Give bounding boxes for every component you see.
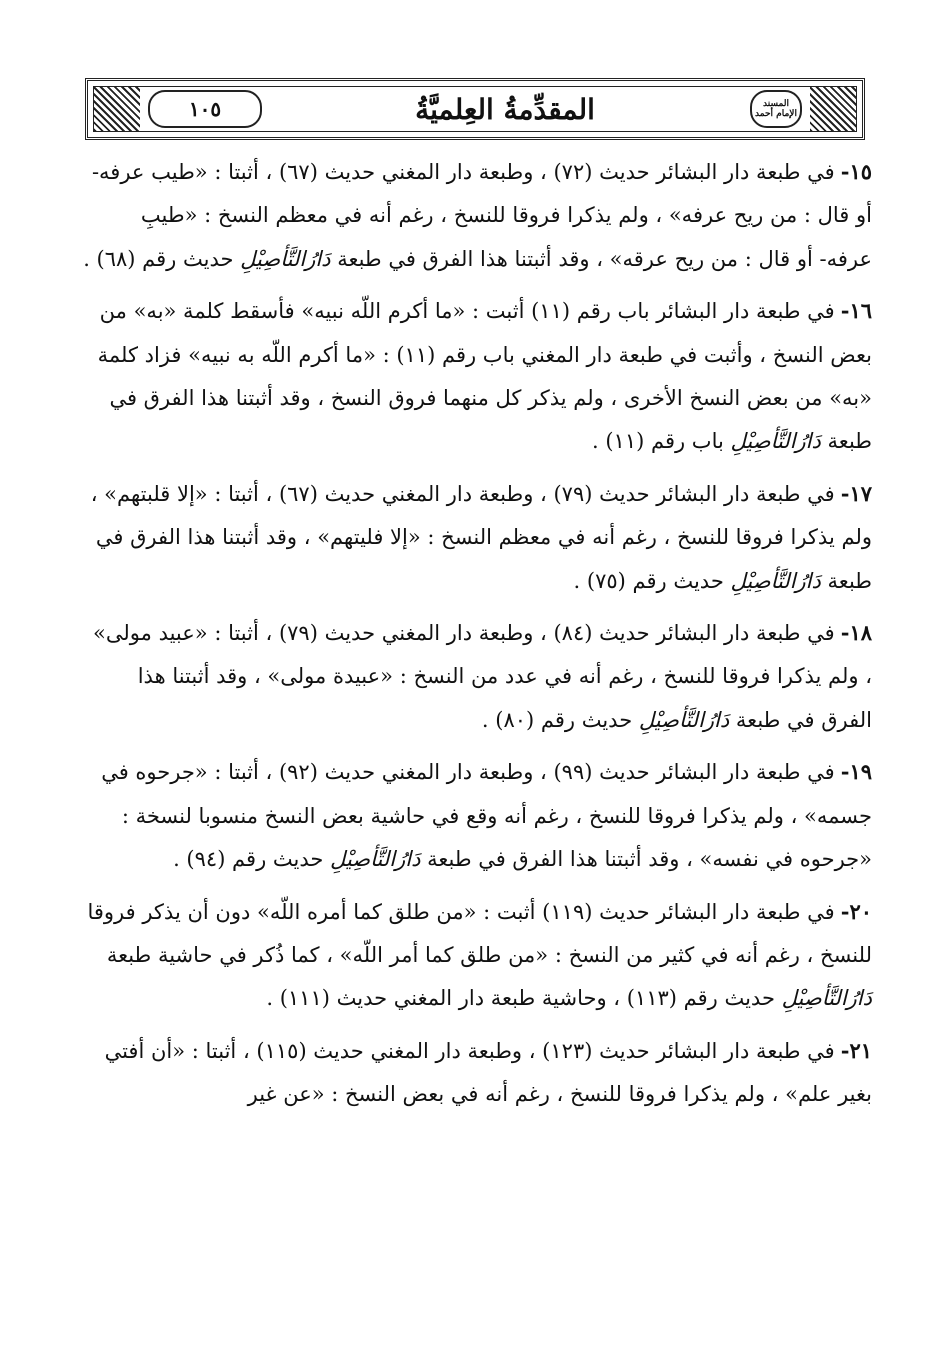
publisher-name: دَارُالتَّأصِيْلِ [330,847,421,872]
page-body [82,150,872,1125]
item-text: في طبعة دار البشائر حديث (٧٢) ، وطبعة دار المغني حديث (٦٧) ، أثبتا : «طيب عرفه- أو قال : من ريح عرفه» ، ولم يذكرا فروقا للنسخ ، رغم أنه في معظم النسخ : «طيبِ عرفه- أو قال : من ريح عرقه» ، وقد أثبتنا هذا الفرق في طبعة [91,160,872,271]
page-header [85,78,865,140]
page-number: ١٠٥ [148,90,262,128]
item-number: ٢٠- [840,898,872,924]
item-text-end: حديث رقم (١١٣) ، وحاشية طبعة دار المغني حديث (١١١) . [266,986,782,1011]
item-text-end: حديث رقم (٩٤) . [173,847,331,872]
list-item [82,289,872,464]
item-text: في طبعة دار البشائر حديث (١٢٣) ، وطبعة دار المغني حديث (١١٥) ، أثبتا : «أن أفتي بغير علم» ، ولم يذكرا فروقا للنسخ ، رغم أنه في بعض النسخ : «عن غير [104,1038,872,1107]
item-text-end: حديث رقم (٨٠) . [481,707,639,732]
item-text: في طبعة دار البشائر حديث (٧٩) ، وطبعة دار المغني حديث (٦٧) ، أثبتا : «إلا قلبتهم» ، ولم يذكرا فروقا للنسخ ، رغم أنه في معظم النسخ : «إلا فليتهم» ، وقد أثبتنا هذا الفرق في طبعة [90,481,872,593]
item-number: ٢١- [840,1037,872,1063]
item-text: في طبعة دار البشائر حديث (٩٩) ، وطبعة دار المغني حديث (٩٢) ، أثبتا : «جرحوه في جسمه» ، ولم يذكرا فروقا للنسخ ، رغم أنه وقع في حاشية بعض النسخ منسوبا لنسخة : «جرحوه في نفسه» ، وقد أثبتنا هذا الفرق في طبعة [101,760,872,872]
page-title: المقدِّمةُ العِلميَّةُ [415,93,595,126]
publisher-name: دَارُالتَّأصِيْلِ [781,986,872,1011]
list-item [82,150,872,281]
list-item [82,611,872,742]
book-emblem-logo: المسند الإمام أحمد [750,90,802,128]
item-number: ١٨- [840,620,872,646]
item-number: ١٦- [840,298,872,324]
publisher-name: دَارُالتَّأصِيْلِ [638,707,730,732]
item-text-end: حديث رقم (٧٥) . [573,568,731,593]
item-number: ١٧- [840,480,872,506]
right-ornament-icon [810,87,856,131]
item-text: في طبعة دار البشائر حديث (٨٤) ، وطبعة دار المغني حديث (٧٩) ، أثبتا : «عبيد مولى» ، ولم يذكرا فروقا للنسخ ، رغم أنه في عدد من النسخ : «عبيدة مولى» ، وقد أثبتنا هذا الفرق في طبعة [93,621,872,732]
item-text-end: باب رقم (١١) . [592,429,731,454]
publisher-name: دَارُالتَّأصِيْلِ [730,429,821,454]
header-frame [93,86,857,132]
item-number: ١٩- [840,759,872,785]
publisher-name: دَارُالتَّأصِيْلِ [240,246,331,271]
publisher-name: دَارُالتَّأصِيْلِ [730,568,821,593]
item-number: ١٥- [840,159,872,184]
list-item [82,472,872,603]
item-text: في طبعة دار البشائر باب رقم (١١) أثبت : «ما أكرم اللّه نبيه» فأسقط كلمة «به» من بعض النسخ ، وأثبت في طبعة دار المغني باب رقم (١١) : «ما أكرم اللّه به نبيه» فزاد كلمة «به» من بعض النسخ الأخرى ، ولم يذكر كل منهما فروق النسخ ، وقد أثبتنا هذا الفرق في طبعة [97,299,872,454]
item-text: في طبعة دار البشائر حديث (١١٩) أثبت : «من طلق كما أمره اللّه» دون أن يذكر فروقا للنسخ ، رغم أنه في كثير من النسخ : «من طلق كما أمر اللّه» ، كما ذُكر في حاشية طبعة [87,899,872,967]
list-item [82,1029,872,1117]
item-text-end: حديث رقم (٦٨) . [83,246,241,271]
list-item [82,890,872,1021]
left-ornament-icon [94,87,140,131]
list-item [82,750,872,881]
